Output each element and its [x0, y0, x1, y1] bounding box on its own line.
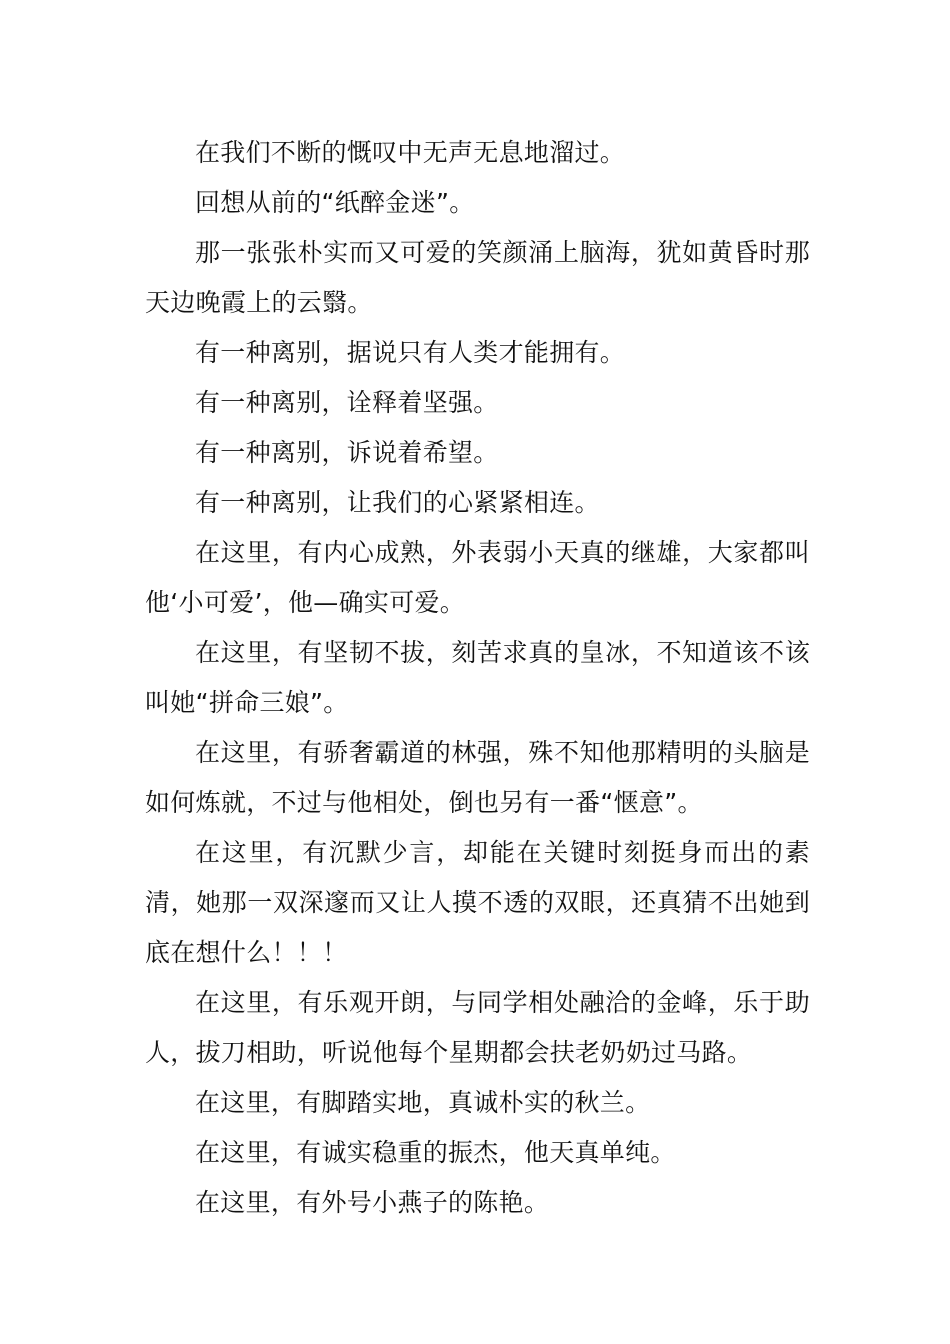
paragraph: 回想从前的“纸醉金迷”。 [195, 188, 475, 217]
paragraph: 有一种离别，诠释着坚强。 [195, 388, 499, 417]
paragraph: 在这里，有沉默少言，却能在关键时刻挺身而出的素清，她那一双深邃而又让人摸不透的双眼，还真猜不出她到底在想什么！！！ [145, 838, 810, 967]
paragraph: 那一张张朴实而又可爱的笑颜涌上脑海，犹如黄昏时那天边晚霞上的云翳。 [145, 238, 810, 317]
paragraph: 在这里，有诚实稳重的振杰，他天真单纯。 [195, 1138, 676, 1167]
paragraph: 在这里，有脚踏实地，真诚朴实的秋兰。 [195, 1088, 651, 1117]
document-body [145, 128, 810, 1228]
paragraph: 在这里，有内心成熟，外表弱小天真的继雄，大家都叫他‘小可爱’，他—确实可爱。 [145, 538, 810, 617]
paragraph: 在这里，有乐观开朗，与同学相处融洽的金峰，乐于助人，拔刀相助，听说他每个星期都会扶老奶奶过马路。 [145, 988, 810, 1067]
paragraph: 在这里，有外号小燕子的陈艳。 [195, 1188, 550, 1217]
paragraph: 有一种离别，诉说着希望。 [195, 438, 499, 467]
paragraph: 在这里，有坚韧不拔，刻苦求真的皇冰，不知道该不该叫她“拼命三娘”。 [145, 638, 810, 717]
paragraph: 在我们不断的慨叹中无声无息地溜过。 [195, 138, 626, 167]
paragraph: 有一种离别，据说只有人类才能拥有。 [195, 338, 626, 367]
paragraph: 有一种离别，让我们的心紧紧相连。 [195, 488, 600, 517]
paragraph: 在这里，有骄奢霸道的林强，殊不知他那精明的头脑是如何炼就，不过与他相处，倒也另有一番“惬意”。 [145, 738, 810, 817]
